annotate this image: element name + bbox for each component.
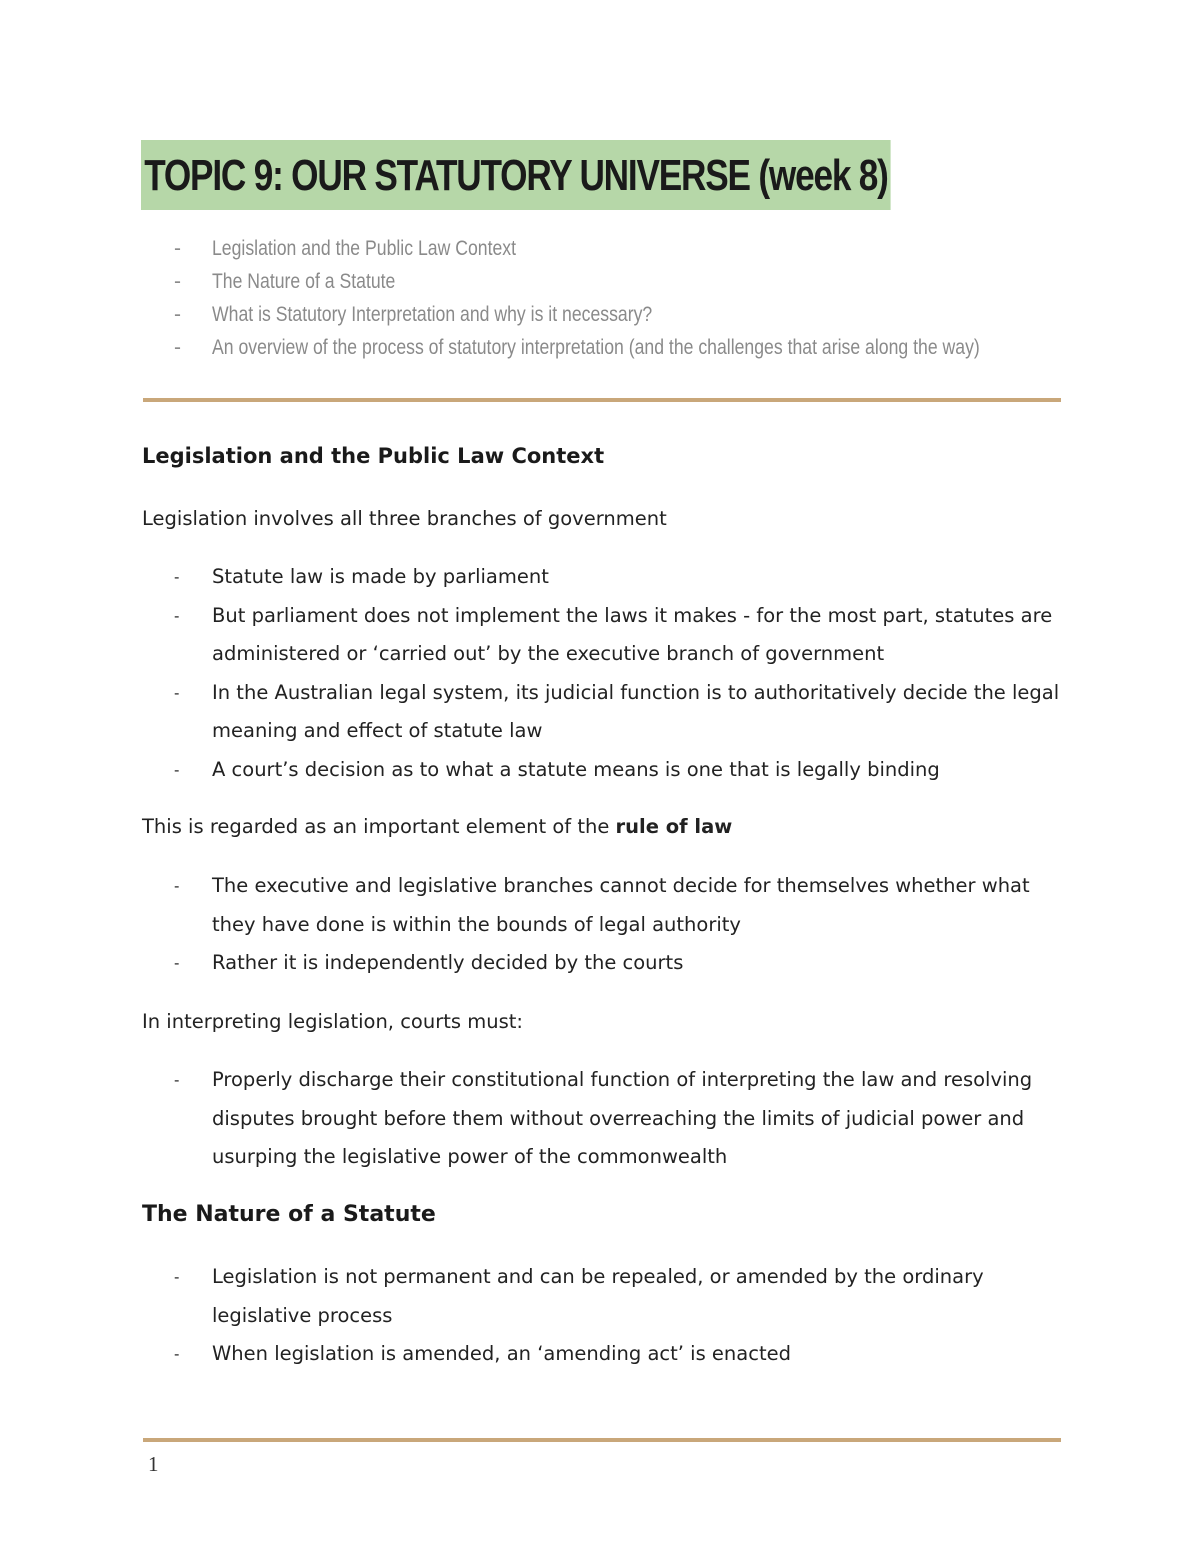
footer-divider xyxy=(143,1438,1061,1442)
section-heading-public-law: Legislation and the Public Law Context xyxy=(142,444,605,468)
list-item: - When legislation is amended, an ‘amending act’ is enacted xyxy=(174,1342,791,1365)
document-page: TOPIC 9: OUR STATUTORY UNIVERSE (week 8) - Legislation and the Public Law Context - The Nature of a Statute - What is Statutory Interpretation and why is it necessary? - An overview of the process of statutory interpretation (and the challenges that arise along the way) Legislation and the Public Law Context Legislation involves all three branches of government - Statute law is made by parliament - But parliament does not implement the laws it makes - for the most part, statutes are administered or ‘carried out’ by the executive branch of government - In the Australian legal system, its judicial function is to authoritatively decide the legal meaning and effect of statute law - A court’s decision as to what a statute means is one that is legally binding This is regarded as an important element of the rule of law - The executive and legislative branches cannot decide for themselves whether what they have done is within the bounds of legal authority - Rather it is independently decided by the courts In interpreting legislation, courts must: - Properly discharge their constitutional function of interpreting the law and resolving disputes brought before them without overreaching the limits of judicial power and usurping the legislative power of the commonwealth The Nature of a Statute - Legislation is not permanent and can be repealed, or amended by the ordinary legislative process - When legislation is amended, an ‘amending act’ is enacted 1 xyxy=(0,0,1200,1553)
list-item: - Properly discharge their constitutional function of interpreting the law and resolving disputes brought before them without overreaching the limits of judicial power and usurping the legislative power of the commonwealth xyxy=(174,1068,1033,1168)
page-title: TOPIC 9: OUR STATUTORY UNIVERSE (week 8) xyxy=(141,140,891,210)
list-item: - Legislation is not permanent and can be repealed, or amended by the ordinary legislative process xyxy=(174,1265,984,1327)
list-item: - The executive and legislative branches cannot decide for themselves whether what they have done is within the bounds of legal authority xyxy=(174,874,1030,936)
paragraph-intro: Legislation involves all three branches of government xyxy=(142,507,667,530)
outline-dash: - xyxy=(174,303,181,326)
outline-dash: - xyxy=(174,270,181,293)
paragraph-courts-must: In interpreting legislation, courts must: xyxy=(142,1010,523,1033)
rule-of-law-term: rule of law xyxy=(615,815,733,838)
bullet-list-nature xyxy=(142,1258,1072,1374)
list-item: - Rather it is independently decided by the courts xyxy=(174,951,684,974)
page-number: 1 xyxy=(148,1452,159,1476)
bullet-list-rule-of-law xyxy=(142,867,1072,983)
paragraph-rule-of-law: This is regarded as an important element of the rule of law xyxy=(142,815,733,838)
list-item: - Statute law is made by parliament xyxy=(174,565,549,588)
list-item: - A court’s decision as to what a statute means is one that is legally binding xyxy=(174,757,940,781)
section-heading-nature-of-statute: The Nature of a Statute xyxy=(142,1202,436,1227)
outline-dash: - xyxy=(174,237,181,260)
outline-dash: - xyxy=(174,336,181,359)
list-item: - In the Australian legal system, its judicial function is to authoritatively decide the legal meaning and effect of statute law xyxy=(174,680,1060,742)
bullet-list-branches xyxy=(142,558,1072,789)
section-divider xyxy=(143,398,1061,402)
list-item: - But parliament does not implement the laws it makes - for the most part, statutes are administered or ‘carried out’ by the executive branch of government xyxy=(174,603,1053,665)
bullet-list-courts xyxy=(142,1061,1072,1177)
